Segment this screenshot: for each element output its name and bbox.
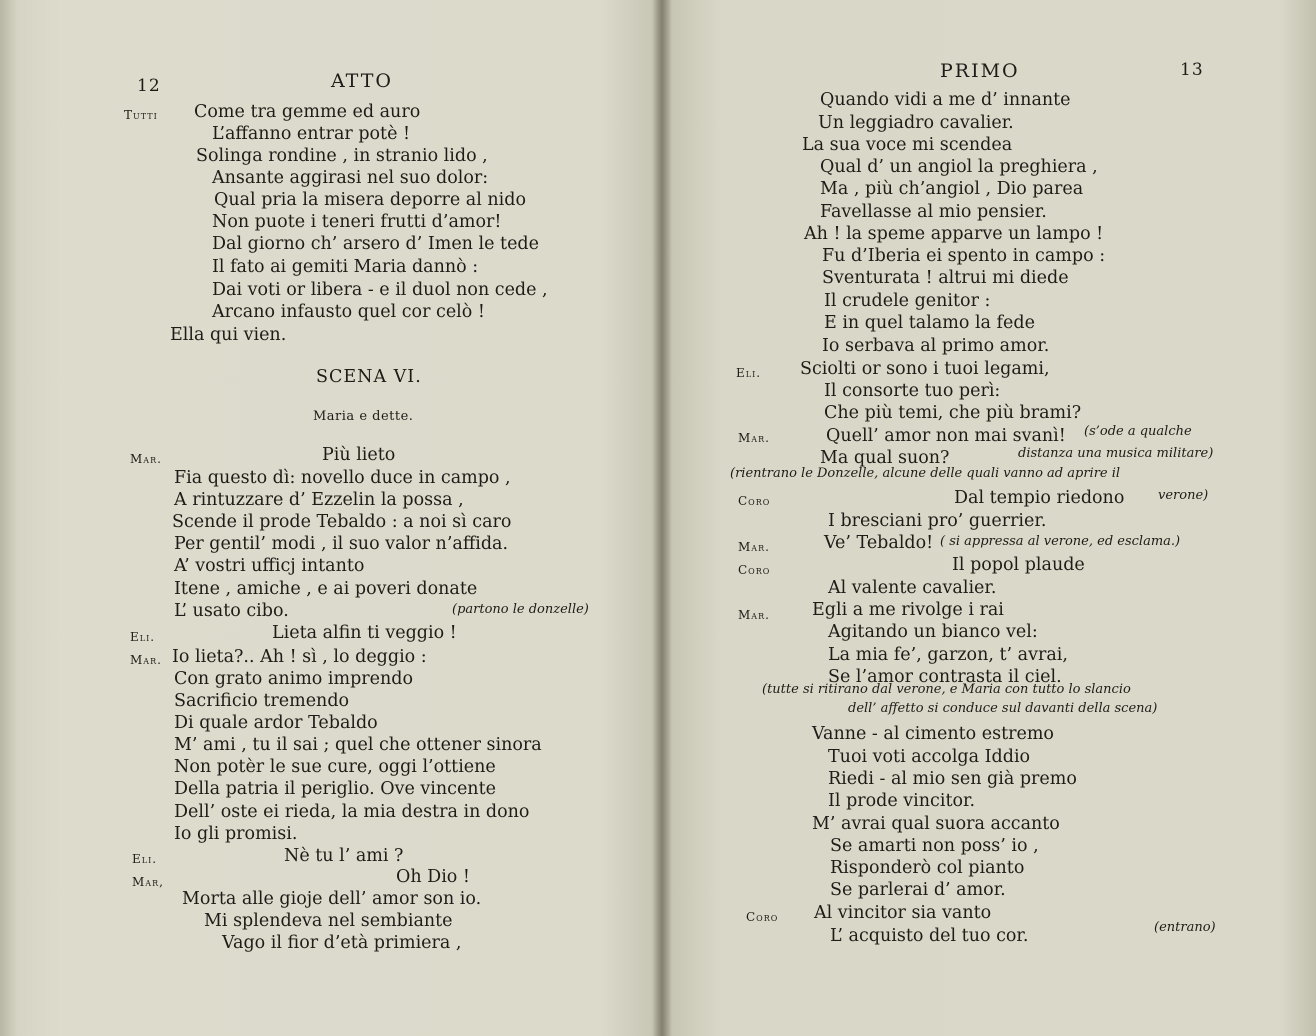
page-number: 12 — [137, 76, 161, 96]
stage-direction: (rientrano le Donzelle, alcune delle quali vanno ad aprire il — [730, 466, 1121, 481]
speaker-label: Mar. — [738, 540, 770, 554]
verse-line: Arcano infausto quel cor celò ! — [212, 302, 485, 322]
verse-line: Mi splendeva nel sembiante — [204, 911, 453, 931]
verse-line: Qual d’ un angiol la preghiera , — [820, 157, 1098, 177]
verse-line: Sacrificio tremendo — [174, 691, 350, 711]
speaker-label: Coro — [738, 494, 771, 508]
verse-line: Favellasse al mio pensier. — [820, 202, 1047, 222]
verse-line: Dal tempio riedono — [954, 488, 1125, 508]
page-number: 13 — [1180, 60, 1204, 80]
verse-line: Come tra gemme ed auro — [194, 102, 421, 122]
verse-line: Quando vidi a me d’ innante — [820, 90, 1071, 110]
verse-line: Con grato animo imprendo — [174, 669, 414, 689]
stage-direction: dell’ affetto si conduce sul davanti della scena) — [848, 701, 1158, 716]
speaker-label: Mar. — [738, 431, 770, 445]
verse-line: M’ ami , tu il sai ; quel che ottener sinora — [174, 735, 542, 755]
verse-line: La sua voce mi scendea — [802, 135, 1013, 155]
verse-line: Solinga rondine , in stranio lido , — [196, 146, 488, 166]
verse-line: Qual pria la misera deporre al nido — [214, 190, 527, 210]
stage-direction: (entrano) — [1154, 920, 1216, 935]
speaker-label: Eli. — [736, 366, 762, 380]
verse-line: Un leggiadro cavalier. — [818, 113, 1014, 133]
verse-line: Riedi - al mio sen già premo — [828, 769, 1077, 789]
verse-line: Della patria il periglio. Ove vincente — [174, 779, 496, 799]
verse-line: Il fato ai gemiti Maria dannò : — [212, 257, 479, 277]
verse-line: L’affanno entrar potè ! — [212, 124, 411, 144]
verse-line: Fu d’Iberia ei spento in campo : — [822, 246, 1106, 266]
verse-line: Il prode vincitor. — [828, 791, 976, 811]
verse-line: Vago il fior d’età primiera , — [222, 933, 462, 953]
verse-line: Dell’ oste ei rieda, la mia destra in dono — [174, 802, 530, 822]
verse-line: Nè tu l’ ami ? — [284, 846, 404, 866]
verse-line: Di quale ardor Tebaldo — [174, 713, 378, 733]
verse-line: Scende il prode Tebaldo : a noi sì caro — [172, 512, 512, 532]
verse-line: Sciolti or sono i tuoi legami, — [800, 359, 1050, 379]
verse-line: Io lieta?.. Ah ! sì , lo deggio : — [172, 647, 427, 667]
verse-line: Io gli promisi. — [174, 824, 298, 844]
verse-line: Lieta alfin ti veggio ! — [272, 623, 457, 643]
running-head: PRIMO — [940, 60, 1020, 82]
verse-line: Se l’amor contrasta il ciel. — [828, 667, 1062, 687]
speaker-label: Mar, — [132, 875, 164, 889]
verse-line: Il crudele genitor : — [824, 291, 991, 311]
verse-line: Ansante aggirasi nel suo dolor: — [212, 168, 489, 188]
verse-line: Ma qual suon? — [820, 448, 950, 468]
speaker-label: Eli. — [132, 852, 158, 866]
verse-line: Io serbava al primo amor. — [822, 336, 1050, 356]
verse-line: L’ usato cibo. — [174, 601, 289, 621]
running-head: ATTO — [331, 70, 393, 92]
verse-line: Oh Dio ! — [396, 867, 470, 887]
verse-line: Fia questo dì: novello duce in campo , — [174, 468, 511, 488]
verse-line: Che più temi, che più brami? — [824, 403, 1082, 423]
stage-direction: (partono le donzelle) — [452, 602, 589, 617]
verse-line: Ella qui vien. — [170, 325, 287, 345]
verse-line: Risponderò col pianto — [830, 858, 1025, 878]
verse-line: Per gentil’ modi , il suo valor n’affida. — [174, 534, 509, 554]
verse-line: Dal giorno ch’ arsero d’ Imen le tede — [212, 234, 539, 254]
verse-line: Se amarti non poss’ io , — [830, 836, 1039, 856]
verse-line: Sventurata ! altrui mi diede — [822, 268, 1069, 288]
verse-line: L’ acquisto del tuo cor. — [830, 926, 1029, 946]
right-page — [662, 0, 1316, 1036]
verse-line: Il popol plaude — [952, 555, 1085, 575]
verse-line: Vanne - al cimento estremo — [812, 724, 1054, 744]
verse-line: Dai voti or libera - e il duol non cede , — [212, 280, 548, 300]
stage-direction: ( si appressa al verone, ed esclama.) — [940, 534, 1181, 549]
verse-line: Tuoi voti accolga Iddio — [828, 747, 1031, 767]
speaker-label: Mar. — [130, 452, 162, 466]
verse-line: Non potèr le sue cure, oggi l’ottiene — [174, 757, 496, 777]
verse-line: Non puote i teneri frutti d’amor! — [212, 212, 502, 232]
speaker-tutti: Tutti — [124, 108, 158, 122]
scene-title: SCENA VI. — [316, 367, 422, 387]
verse-line: Se parlerai d’ amor. — [830, 880, 1006, 900]
verse-line: Itene , amiche , e ai poveri donate — [174, 579, 478, 599]
stage-direction: (s’ode a qualche — [1084, 424, 1192, 439]
verse-line: M’ avrai qual suora accanto — [812, 814, 1060, 834]
verse-line: Il consorte tuo perì: — [824, 381, 1001, 401]
stage-direction: distanza una musica militare) — [1018, 446, 1214, 461]
verse-line: E in quel talamo la fede — [824, 313, 1035, 333]
verse-line: Più lieto — [322, 445, 396, 465]
speaker-label: Eli. — [130, 630, 156, 644]
scene-persons: Maria e dette. — [313, 409, 414, 424]
verse-line: I bresciani pro’ guerrier. — [828, 511, 1047, 531]
verse-line: Morta alle gioje dell’ amor son io. — [182, 889, 482, 909]
verse-line: Ah ! la speme apparve un lampo ! — [804, 224, 1104, 244]
speaker-label: Coro — [746, 910, 779, 924]
verse-line: Egli a me rivolge i rai — [812, 600, 1004, 620]
verse-line: Quell’ amor non mai svanì! — [826, 426, 1066, 446]
speaker-label: Mar. — [130, 653, 162, 667]
verse-line: Al valente cavalier. — [828, 578, 997, 598]
verse-line: A rintuzzare d’ Ezzelin la possa , — [174, 490, 464, 510]
verse-line: Ve’ Tebaldo! — [824, 533, 934, 553]
verse-line: A’ vostri ufficj intanto — [174, 556, 365, 576]
verse-line: La mia fe’, garzon, t’ avrai, — [828, 645, 1068, 665]
speaker-label: Coro — [738, 563, 771, 577]
verse-line: Ma , più ch’angiol , Dio parea — [820, 179, 1084, 199]
verse-line: Agitando un bianco vel: — [828, 622, 1038, 642]
stage-direction: (tutte si ritirano dal verone, e Maria con tutto lo slancio — [762, 682, 1131, 697]
speaker-label: Mar. — [738, 608, 770, 622]
stage-direction: verone) — [1158, 488, 1209, 503]
verse-line: Al vincitor sia vanto — [814, 903, 992, 923]
